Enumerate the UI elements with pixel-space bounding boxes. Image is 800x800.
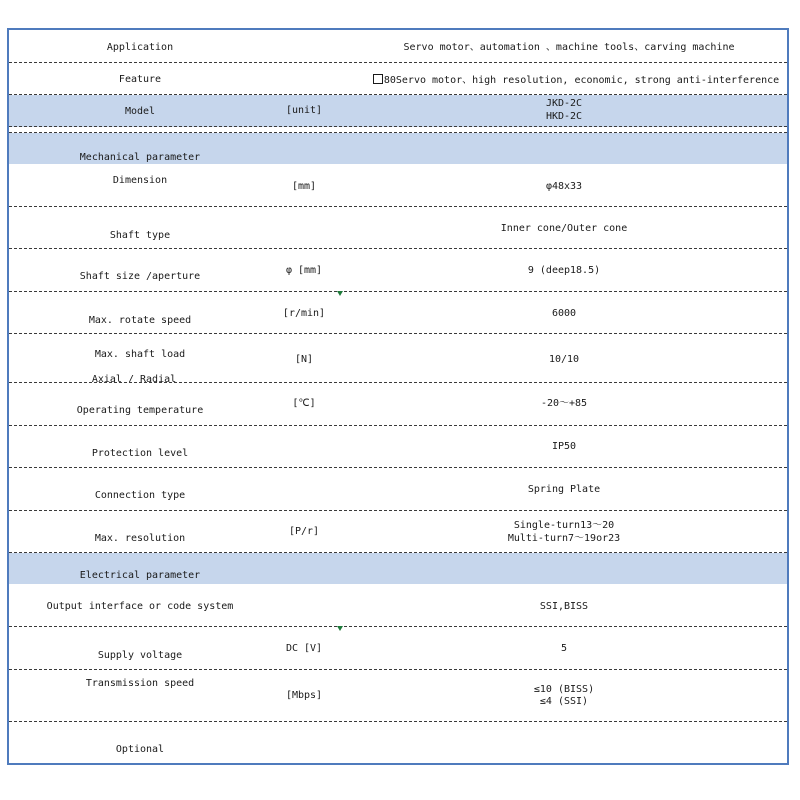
connection-value: Spring Plate — [527, 484, 601, 495]
shaft-type-value: Inner cone/Outer cone — [500, 223, 628, 234]
output-interface-label: Output interface or code system — [46, 601, 234, 612]
row-protection — [9, 426, 787, 468]
row-transmission-speed — [9, 670, 787, 722]
row-dimension — [9, 164, 787, 207]
shaft-size-unit: φ [mm] — [285, 265, 323, 276]
transmission-speed-value-2: ≤4 (SSI) — [539, 696, 589, 707]
row-connection — [9, 468, 787, 511]
feature-value: 80Servo motor、high resolution, economic, strong anti-interference — [383, 75, 780, 86]
output-interface-value: SSI,BISS — [539, 601, 589, 612]
row-model — [9, 95, 787, 127]
optional-label: Optional — [115, 744, 165, 755]
dimension-unit: [mm] — [291, 181, 317, 192]
mechanical-section-title: Mechanical parameter — [79, 152, 201, 163]
row-max-resolution — [9, 511, 787, 553]
section-electrical — [9, 553, 787, 584]
feature-label: Feature — [118, 74, 162, 85]
max-resolution-value-2: Multi-turn7～19or23 — [507, 533, 621, 544]
supply-voltage-label: Supply voltage — [97, 650, 183, 661]
shaft-type-label: Shaft type — [109, 230, 171, 241]
section-mechanical — [9, 133, 787, 164]
model-value-1: JKD-2C — [545, 98, 583, 109]
model-value-2: HKD-2C — [545, 111, 583, 122]
max-shaft-load-label-2: Axial / Radial — [91, 374, 177, 382]
electrical-section-title: Electrical parameter — [79, 570, 201, 581]
model-unit: [unit] — [285, 105, 323, 116]
checkbox-icon — [373, 74, 383, 84]
application-value: Servo motor、automation 、machine tools、carving machine — [403, 42, 735, 53]
row-optional — [9, 722, 787, 763]
supply-voltage-value: 5 — [560, 643, 568, 654]
row-application — [9, 30, 787, 63]
operating-temp-unit: [℃] — [292, 398, 316, 409]
dimension-label: Dimension — [112, 175, 168, 186]
max-resolution-label: Max. resolution — [94, 533, 186, 544]
row-feature — [9, 63, 787, 95]
row-max-shaft-load — [9, 334, 787, 383]
spec-table — [7, 28, 789, 765]
shaft-size-value: 9 (deep18.5) — [527, 265, 601, 276]
transmission-speed-label: Transmission speed — [85, 678, 195, 689]
transmission-speed-unit: [Mbps] — [285, 690, 323, 701]
row-supply-voltage — [9, 627, 787, 670]
protection-label: Protection level — [91, 448, 189, 459]
supply-voltage-unit: DC [V] — [285, 643, 323, 654]
max-shaft-load-value: 10/10 — [548, 354, 580, 365]
dimension-value: φ48x33 — [545, 181, 583, 192]
application-label: Application — [106, 42, 174, 53]
row-operating-temp — [9, 383, 787, 426]
transmission-speed-value-1: ≤10 (BISS) — [533, 684, 595, 695]
model-label: Model — [124, 106, 156, 117]
max-resolution-unit: [P/r] — [288, 526, 320, 537]
row-shaft-type — [9, 207, 787, 249]
feature-value-wrap — [371, 74, 781, 87]
max-shaft-load-unit: [N] — [294, 354, 314, 365]
max-speed-unit: [r/min] — [282, 308, 326, 319]
max-resolution-value-1: Single-turn13～20 — [513, 520, 615, 531]
operating-temp-label: Operating temperature — [76, 405, 204, 416]
max-shaft-load-label: Max. shaft load — [94, 349, 186, 360]
protection-value: IP50 — [551, 441, 577, 452]
row-max-speed — [9, 292, 787, 334]
max-speed-label: Max. rotate speed — [88, 315, 192, 326]
connection-label: Connection type — [94, 490, 186, 501]
shaft-size-label: Shaft size /aperture — [79, 271, 201, 282]
row-output-interface — [9, 584, 787, 627]
row-shaft-size — [9, 249, 787, 292]
operating-temp-value: -20～+85 — [540, 398, 588, 409]
max-speed-value: 6000 — [551, 308, 577, 319]
